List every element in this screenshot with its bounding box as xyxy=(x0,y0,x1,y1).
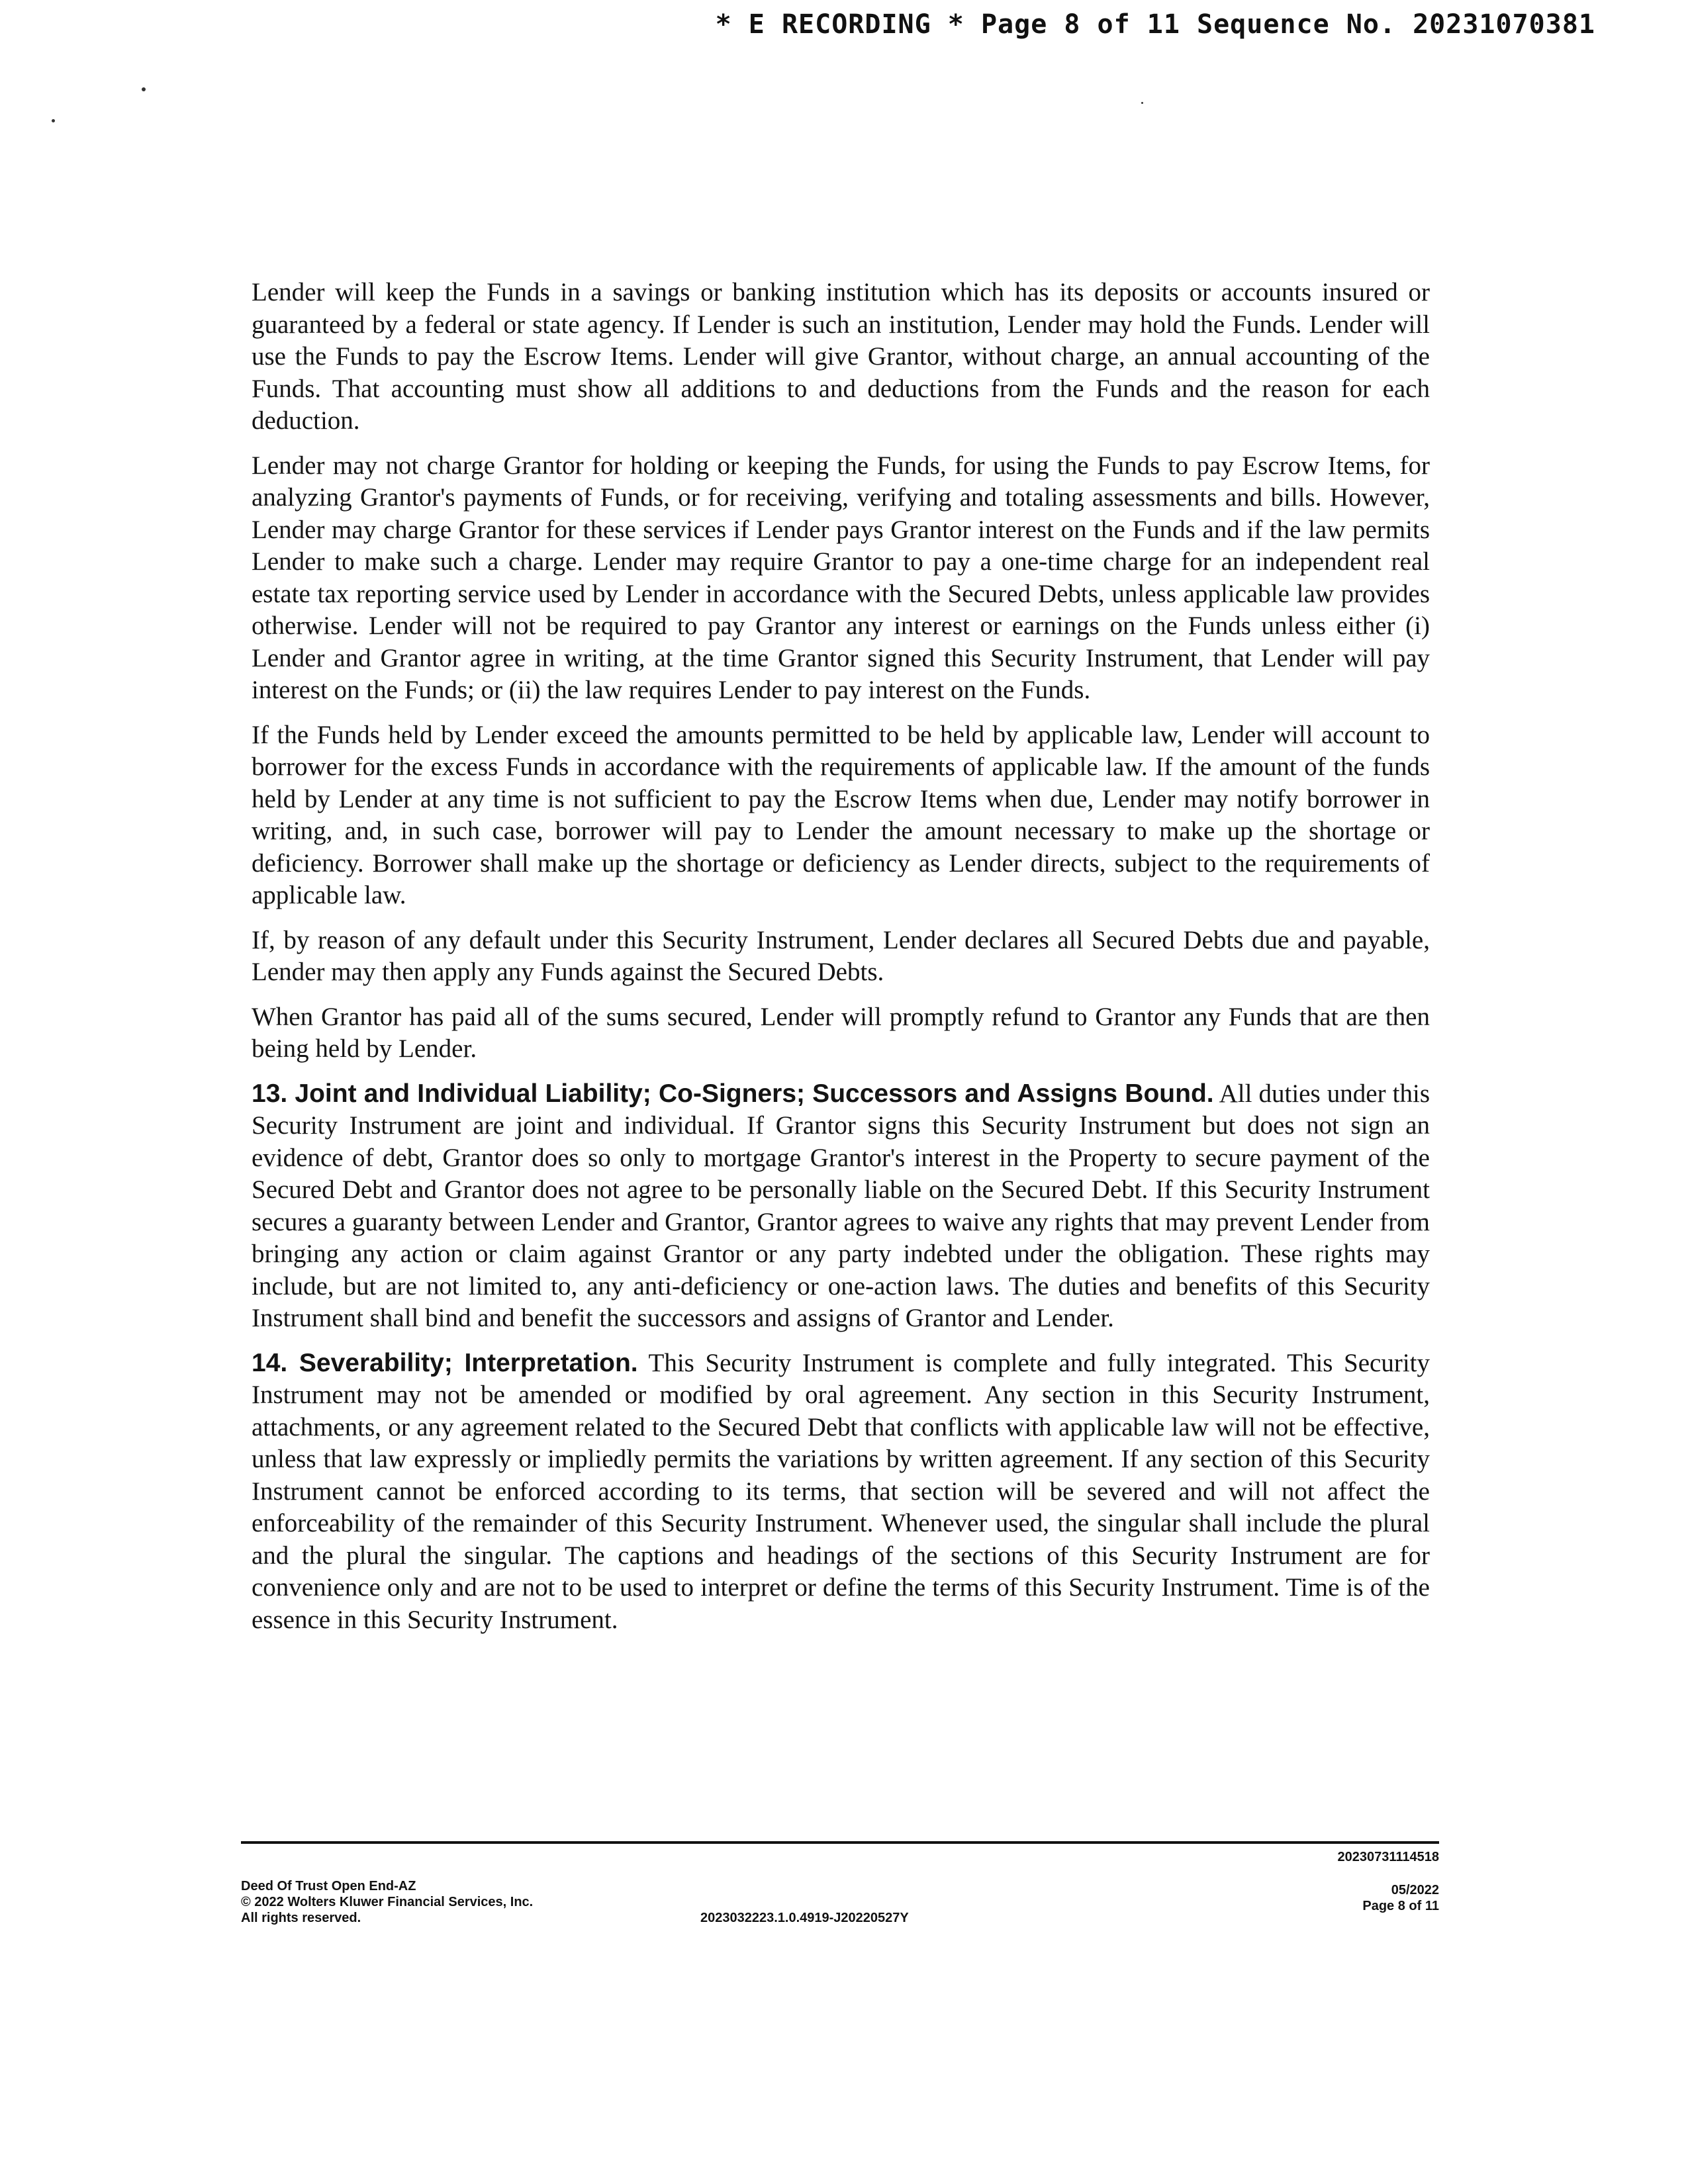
footer-rights: All rights reserved. xyxy=(241,1911,361,1925)
section-13-body: All duties under this Security Instrument are joint and individual. If Grantor signs this Security Instrument but does not sign an evidence of debt, Grantor does so only to mortgage Grantor's interest in the Property to secure payment of the Secured Debt and Grantor does not agree to be personally liable on the Secured Debt. If this Security Instrument secures a guaranty between Lender and Grantor, Grantor agrees to waive any rights that may prevent Lender from bringing any action or claim against Grantor or any party indebted under the obligation. These rights may include, but are not limited to, any anti-deficiency or one-action laws. The duties and benefits of this Security Instrument shall bind and benefit the successors and assigns of Grantor and Lender. xyxy=(252,1079,1430,1332)
scan-speck xyxy=(1141,102,1143,104)
footer-rule xyxy=(241,1841,1439,1844)
footer-form-date: 05/2022 xyxy=(1391,1883,1439,1897)
section-14-body: This Security Instrument is complete and fully integrated. This Security Instrument may not be amended or modified by oral agreement. Any section in this Security Instrument, attachments, or any agreement related to the Secured Debt that conflicts with applicable law will not be effective, unless that law expressly or impliedly permits the variations by written agreement. If any section of this Security Instrument cannot be enforced according to its terms, that section will be severed and will not affect the enforceability of the remainder of this Security Instrument. Whenever used, the singular shall include the plural and the plural the singular. The captions and headings of the sections of this Security Instrument are for convenience only and are not to be used to interpret or define the terms of this Security Instrument. Time is of the essence in this Security Instrument. xyxy=(252,1348,1430,1634)
footer-form-title: Deed Of Trust Open End-AZ xyxy=(241,1879,416,1893)
section-13-heading: 13. Joint and Individual Liability; Co-Signers; Successors and Assigns Bound. xyxy=(252,1079,1214,1108)
scan-speck xyxy=(52,119,55,122)
paragraph-funds-default: If, by reason of any default under this Security Instrument, Lender declares all Secured Debts due and payable, Lender may then apply any Funds against the Secured Debts. xyxy=(252,925,1430,986)
footer-doc-id: 20230731114518 xyxy=(1337,1850,1439,1864)
footer-doc-code: 2023032223.1.0.4919-J20220527Y xyxy=(700,1911,909,1925)
document-body xyxy=(252,277,1430,1649)
section-14-heading: 14. Severability; Interpretation. xyxy=(252,1348,638,1377)
scan-speck xyxy=(142,87,146,91)
paragraph-funds-refund: When Grantor has paid all of the sums secured, Lender will promptly refund to Grantor any Funds that are then being held by Lender. xyxy=(252,1002,1430,1063)
footer-form-info xyxy=(241,1878,533,1926)
recording-header: * E RECORDING * Page 8 of 11 Sequence No. 20231070381 xyxy=(715,9,1595,40)
footer-page-info xyxy=(1337,1849,1439,1914)
paragraph-funds-charges: Lender may not charge Grantor for holding or keeping the Funds, for using the Funds to pay Escrow Items, for analyzing Grantor's payments of Funds, or for receiving, verifying and totaling assessments and bills. However, Lender may charge Grantor for these services if Lender pays Grantor interest on the Funds and if the law permits Lender to make such a charge. Lender may require Grantor to pay a one-time charge for an independent real estate tax reporting service used by Lender in accordance with the Secured Debts, unless applicable law provides otherwise. Lender will not be required to pay Grantor any interest or earnings on the Funds unless either (i) Lender and Grantor agree in writing, at the time Grantor signed this Security Instrument, that Lender will pay interest on the Funds; or (ii) the law requires Lender to pay interest on the Funds. xyxy=(252,451,1430,704)
paragraph-funds-excess: If the Funds held by Lender exceed the amounts permitted to be held by applicable law, Lender will account to borrower for the excess Funds in accordance with the requirements of applicable law. If the amount of the funds held by Lender at any time is not sufficient to pay the Escrow Items when due, Lender may notify borrower in writing, and, in such case, borrower will pay to Lender the amount necessary to make up the shortage or deficiency. Borrower shall make up the shortage or deficiency as Lender directs, subject to the requirements of applicable law. xyxy=(252,720,1430,909)
section-13 xyxy=(252,1078,1430,1335)
section-14 xyxy=(252,1347,1430,1637)
paragraph-funds-institution: Lender will keep the Funds in a savings or banking institution which has its deposits or accounts insured or guaranteed by a federal or state agency. If Lender is such an institution, Lender may hold the Funds. Lender will use the Funds to pay the Escrow Items. Lender will give Grantor, without charge, an annual accounting of the Funds. That accounting must show all additions to and deductions from the Funds and the reason for each deduction. xyxy=(252,278,1430,435)
footer-page-label: Page 8 of 11 xyxy=(1362,1899,1439,1913)
footer-copyright: © 2022 Wolters Kluwer Financial Services, Inc. xyxy=(241,1895,534,1909)
